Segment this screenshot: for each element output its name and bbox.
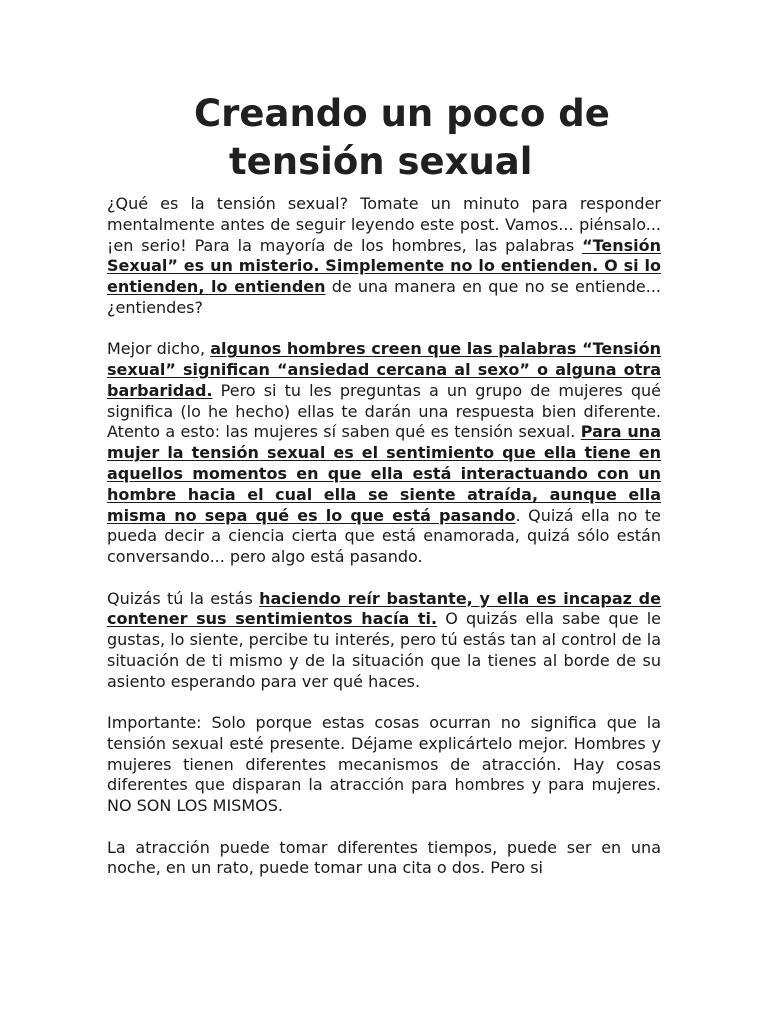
paragraph-5 bbox=[107, 838, 661, 880]
emphasized-text: Para una mujer la tensión sexual es el sentimiento que ella tiene en aquellos momentos en que ella está interactuando con un hombre hacia el cual ella se siente atraída, aunque ella misma no sepa qué es lo que está pasando bbox=[107, 422, 661, 525]
paragraph-text: O quizás ella sabe que le gustas, lo siente, percibe tu interés, pero tú estás tan al control de la situación de ti mismo y de la situación que la tienes al borde de su asiento esperando para ver qué haces. bbox=[107, 609, 662, 691]
paragraph-text: La atracción puede tomar diferentes tiempos, puede ser en una noche, en un rato, puede tomar una cita o dos. Pero si bbox=[107, 837, 661, 878]
paragraph-text: de una manera en que no se entiende... ¿entiendes? bbox=[107, 277, 661, 317]
paragraph-2 bbox=[107, 339, 661, 568]
title-line-2: tensión sexual bbox=[229, 140, 533, 183]
paragraph-text: Importante: Solo porque estas cosas ocurran no significa que la tensión sexual esté presente. Déjame explicártelo mejor. Hombres y mujeres tienen diferentes mecanismos de atracción. Hay cosas diferentes que disparan la atracción para hombres y para mujeres. NO SON LOS MISMOS. bbox=[107, 713, 661, 816]
paragraph-text: . Quizá ella no te pueda decir a ciencia cierta que está enamorada, quizá sólo están conversando... pero algo está pasando. bbox=[107, 505, 662, 567]
paragraph-text: Quizás tú la estás bbox=[107, 588, 260, 608]
emphasized-text: algunos hombres creen que las palabras “Tensión sexual” significan “ansiedad cercana al sexo” o alguna otra barbaridad. bbox=[107, 339, 661, 400]
paragraph-text: ¿Qué es la tensión sexual? Tomate un minuto para responder mentalmente antes de seguir leyendo este post. Vamos... piénsalo... ¡en serio! Para la mayoría de los hombres, las palabras bbox=[107, 194, 661, 255]
title-line-1: Creando un poco de bbox=[194, 92, 610, 135]
paragraph-1 bbox=[107, 194, 661, 319]
document-title bbox=[0, 90, 768, 186]
document-body bbox=[107, 194, 661, 879]
paragraph-4 bbox=[107, 713, 661, 817]
paragraph-3 bbox=[107, 589, 661, 693]
emphasized-text: haciendo reír bastante, y ella es incapaz de contener sus sentimientos hacía ti. bbox=[107, 588, 661, 629]
emphasized-text: “Tensión Sexual” es un misterio. Simplemente no lo entienden. O si lo entienden, lo entienden bbox=[107, 235, 661, 297]
paragraph-text: Pero si tu les preguntas a un grupo de mujeres qué significa (lo he hecho) ellas te darán una respuesta bien diferente. Atento a esto: las mujeres sí saben qué es tensión sexual. bbox=[107, 380, 661, 442]
paragraph-text: Mejor dicho, bbox=[107, 339, 211, 359]
